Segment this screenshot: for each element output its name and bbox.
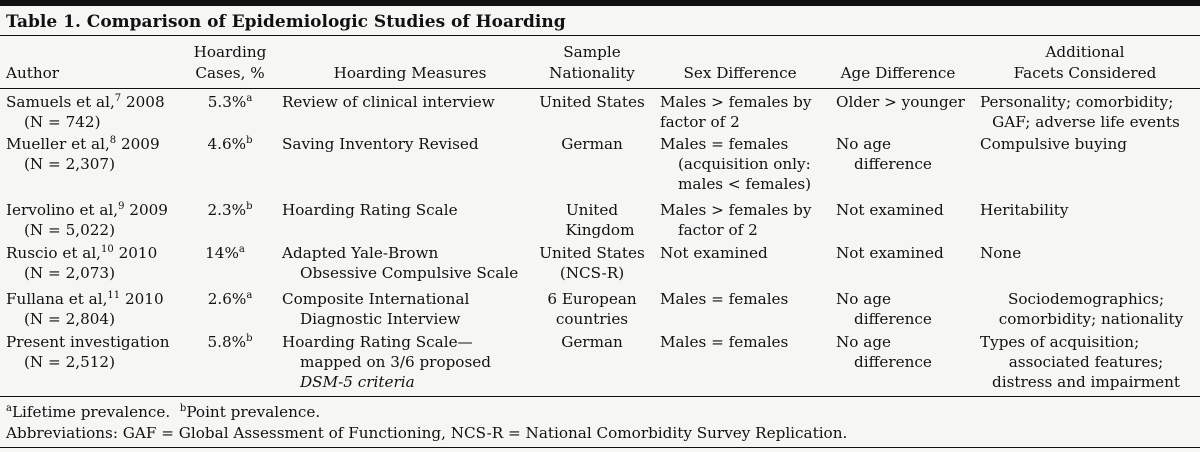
measures-line: Diagnostic Interview	[300, 310, 461, 328]
facets-line: None	[980, 244, 1022, 262]
row-4-sex	[660, 243, 768, 263]
row-6-age	[836, 332, 932, 372]
row-1-sex	[660, 92, 811, 132]
table-title: Table 1. Comparison of Epidemiologic Studies of Hoarding	[6, 12, 566, 32]
author-year: 2010	[113, 244, 158, 262]
cases-value: 2.6%	[207, 290, 247, 308]
facets-line: Sociodemographics;	[1007, 290, 1165, 308]
sample-size: (N = 2,073)	[24, 264, 115, 282]
row-6-author	[6, 332, 170, 372]
author-name: Ruscio et al,	[6, 244, 102, 262]
cases-note: a	[246, 290, 253, 301]
nationality-line: countries	[555, 310, 629, 328]
sample-size: (N = 5,022)	[24, 221, 115, 239]
row-1-age	[836, 92, 965, 112]
measures-line: Adapted Yale-Brown	[282, 244, 439, 262]
row-5-facets	[980, 289, 1192, 329]
cases-value: 5.3%	[207, 93, 247, 111]
row-5-sex	[660, 289, 788, 309]
row-1-measures	[282, 92, 495, 112]
facets-line: associated features;	[1008, 353, 1164, 371]
age-line: Older > younger	[836, 93, 965, 111]
author-name: Present investigation	[6, 333, 170, 351]
measures-line: Obsessive Compulsive Scale	[300, 264, 519, 282]
sex-line: males < females)	[678, 175, 812, 193]
header-cases	[180, 42, 280, 84]
facets-line: Heritability	[980, 201, 1069, 219]
row-5-age	[836, 289, 932, 329]
header-top-rule	[0, 35, 1200, 36]
cases-note: a	[238, 244, 245, 255]
footnote-abbreviations: Abbreviations: GAF = Global Assessment of Functioning, NCS-R = National Comorbidity Survey Replication.	[6, 424, 848, 442]
measures-line: Composite International	[282, 290, 470, 308]
age-line: difference	[854, 310, 932, 328]
sample-size: (N = 2,804)	[24, 310, 115, 328]
row-3-measures	[282, 200, 458, 220]
table-bottom-rule	[0, 396, 1200, 397]
measures-line: Hoarding Rating Scale—	[282, 333, 473, 351]
row-3-facets	[980, 200, 1069, 220]
row-3-sex	[660, 200, 811, 240]
nationality-line: German	[561, 135, 623, 153]
dsm-criteria-text: DSM-5 criteria	[300, 373, 415, 391]
sample-size: (N = 2,307)	[24, 155, 115, 173]
header-nationality-line: Nationality	[549, 64, 635, 82]
row-3-age	[836, 200, 944, 220]
sex-line: Not examined	[660, 244, 768, 262]
row-6-cases	[180, 332, 280, 352]
nationality-line: Kingdom	[565, 221, 635, 239]
author-name: Mueller et al,	[6, 135, 110, 153]
sex-line: Males = females	[660, 135, 789, 153]
reference-superscript: 11	[107, 290, 121, 301]
nationality-line: United States	[539, 244, 645, 262]
cases-note: b	[246, 201, 253, 212]
row-4-facets	[980, 243, 1021, 263]
row-6-facets	[980, 332, 1192, 392]
footnote-b-text: Point prevalence.	[186, 403, 321, 421]
row-6-nationality	[538, 332, 646, 352]
author-year: 2010	[120, 290, 164, 308]
nationality-line: (NCS-R)	[559, 264, 625, 282]
cases-value: 14%	[205, 244, 239, 262]
author-name: Fullana et al,	[6, 290, 108, 308]
row-5-cases	[180, 289, 280, 309]
row-4-measures	[282, 243, 518, 283]
facets-line: distress and impairment	[992, 373, 1180, 391]
facets-line: Compulsive buying	[980, 135, 1128, 153]
header-nationality-line: Sample	[563, 43, 621, 61]
row-2-cases	[180, 134, 280, 154]
row-3-nationality	[538, 200, 646, 240]
footnote-a-text: Lifetime prevalence.	[11, 403, 171, 421]
cases-note: b	[246, 135, 253, 146]
footnote-prevalence	[6, 402, 320, 422]
row-2-age	[836, 134, 932, 174]
sex-line: Males > females by	[660, 93, 812, 111]
row-4-cases	[180, 243, 270, 263]
age-line: difference	[854, 155, 932, 173]
header-facets-line: Additional	[1045, 43, 1125, 61]
row-2-author	[6, 134, 160, 174]
author-name: Iervolino et al,	[6, 201, 119, 219]
row-2-sex	[660, 134, 811, 194]
sex-line: factor of 2	[660, 113, 740, 131]
cases-note: b	[246, 333, 253, 344]
row-1-facets	[980, 92, 1192, 132]
footer-bottom-rule	[0, 447, 1200, 448]
row-6-measures	[282, 332, 491, 392]
footnote-mark-a: a	[6, 403, 12, 414]
header-age	[832, 42, 964, 84]
header-sex	[660, 42, 820, 84]
cases-value: 5.8%	[207, 333, 247, 351]
age-line: Not examined	[836, 201, 944, 219]
row-2-measures	[282, 134, 479, 154]
cases-value: 4.6%	[207, 135, 247, 153]
author-year: 2008	[121, 93, 165, 111]
measures-line: Hoarding Rating Scale	[282, 201, 458, 219]
facets-line: comorbidity; nationality	[998, 310, 1184, 328]
facets-line: GAF; adverse life events	[992, 113, 1180, 131]
reference-superscript: 10	[101, 244, 114, 255]
row-1-cases	[180, 92, 280, 112]
header-cases-line: Cases, %	[195, 64, 265, 82]
row-4-age	[836, 243, 944, 263]
header-measures-line: Hoarding Measures	[333, 64, 487, 82]
header-author	[6, 42, 166, 84]
row-5-author	[6, 289, 164, 329]
cases-value: 2.3%	[207, 201, 247, 219]
header-cases-line: Hoarding	[193, 43, 267, 61]
sample-size: (N = 742)	[24, 113, 101, 131]
row-5-measures	[282, 289, 469, 329]
header-author-line: Author	[6, 64, 60, 82]
row-3-author	[6, 200, 168, 240]
author-name: Samuels et al,	[6, 93, 115, 111]
row-1-author	[6, 92, 165, 132]
reference-superscript: 7	[114, 93, 122, 104]
nationality-line: United	[565, 201, 619, 219]
age-line: Not examined	[836, 244, 944, 262]
age-line: No age	[836, 290, 892, 308]
footnote-mark-b: b	[179, 403, 187, 414]
row-4-author	[6, 243, 157, 283]
author-year: 2009	[116, 135, 160, 153]
row-4-nationality	[538, 243, 646, 283]
header-bottom-rule	[0, 88, 1200, 89]
measures-line: Review of clinical interview	[282, 93, 495, 111]
top-thick-rule	[0, 0, 1200, 6]
facets-line: Types of acquisition;	[980, 333, 1140, 351]
sex-line: (acquisition only:	[678, 155, 811, 173]
header-nationality	[538, 42, 646, 84]
row-2-nationality	[538, 134, 646, 154]
age-line: No age	[836, 135, 892, 153]
header-facets-line: Facets Considered	[1013, 64, 1157, 82]
age-line: No age	[836, 333, 892, 351]
sex-line: Males = females	[660, 333, 789, 351]
row-2-facets	[980, 134, 1127, 154]
author-year: 2009	[124, 201, 168, 219]
row-6-sex	[660, 332, 788, 352]
reference-superscript: 9	[118, 201, 125, 212]
measures-line	[282, 372, 491, 392]
sample-size: (N = 2,512)	[24, 353, 115, 371]
sex-line: factor of 2	[678, 221, 758, 239]
reference-superscript: 8	[109, 135, 117, 146]
header-facets	[976, 42, 1194, 84]
row-1-nationality	[538, 92, 646, 112]
nationality-line: German	[561, 333, 623, 351]
nationality-line: 6 European	[547, 290, 637, 308]
header-measures	[282, 42, 538, 84]
header-age-line: Age Difference	[840, 64, 956, 82]
row-5-nationality	[538, 289, 646, 329]
nationality-line: United States	[539, 93, 645, 111]
facets-line: Personality; comorbidity;	[980, 93, 1174, 111]
measures-line: Saving Inventory Revised	[282, 135, 479, 153]
measures-line: mapped on 3/6 proposed	[300, 353, 491, 371]
cases-note: a	[246, 93, 253, 104]
age-line: difference	[854, 353, 932, 371]
sex-line: Males > females by	[660, 201, 812, 219]
row-3-cases	[180, 200, 280, 220]
sex-line: Males = females	[660, 290, 789, 308]
header-sex-line: Sex Difference	[683, 64, 797, 82]
